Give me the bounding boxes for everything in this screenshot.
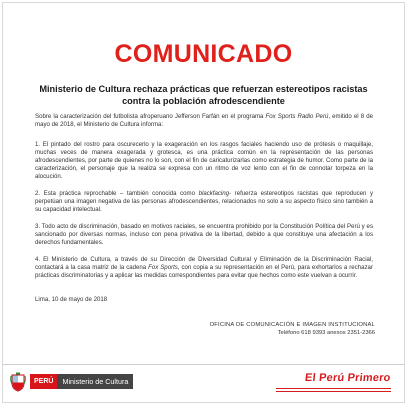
- point-4-text-a: 4. El Ministerio de Cultura, a través de su Dirección de Diversidad Cultural y Eliminación de la Discriminación Racial, contactará a la casa matriz de la cadena: [35, 256, 373, 271]
- release-subtitle: Ministerio de Cultura rechaza prácticas que refuerzan estereotipos racistas contra la población afrodescendiente: [39, 84, 368, 106]
- slogan-underline: [276, 388, 391, 389]
- intro-text-1: Sobre la caracterización del futbolista afroperuano Jefferson Farfán en el programa: [35, 113, 266, 120]
- point-1: 1. El pintado del rostro para oscurecerlo y la exageración en los rasgos faciales haciendo uso de prótesis o maquillaje, muchas veces de manera exagerada y grotesca, es una práctica común en la representación de las personas afrodescendientes, por parte de quienes no lo son, con el fin de caricaturizarlas como estrategia de humor. Como parte de la caracterización, el personaje que la realiza se expresa con un ritmo de voz lento con el fin de connotar torpeza en la alocución.: [35, 141, 373, 180]
- point-2-term: blackfacing: [198, 190, 230, 197]
- ministry-label: Ministerio de Cultura: [57, 374, 133, 389]
- release-body: [35, 113, 373, 289]
- intro-paragraph: [35, 113, 373, 129]
- point-4-network: Fox Sports: [148, 264, 178, 271]
- intro-text-2: , emitido el 8 de mayo de 2018, el Ministerio de Cultura informa:: [35, 113, 373, 128]
- slogan: El Perú Primero: [304, 372, 392, 384]
- point-2: [35, 190, 373, 214]
- office-phone: Teléfono 618 9393 anexos 2351-2366: [277, 330, 375, 336]
- peru-coat-of-arms-icon: [10, 372, 26, 392]
- intro-program-name: Fox Sports Radio Perú: [265, 113, 329, 120]
- place-date: Lima, 10 de mayo de 2018: [35, 296, 108, 303]
- page-title: COMUNICADO: [114, 40, 293, 68]
- point-2-text-b: - refuerza estereotipos racistas que reproducen y perpetúan una imagen negativa de las personas afrodescendientes, relacionados no solo a su aspecto físico sino también a su capacidad intelectual.: [35, 190, 374, 213]
- footer-divider: [2, 364, 405, 365]
- office-signature: [210, 321, 375, 337]
- point-2-text-a: 2. Esta práctica reprochable – también conocida como: [35, 190, 199, 197]
- office-name: OFICINA DE COMUNICACIÓN E IMAGEN INSTITUCIONAL: [209, 322, 375, 328]
- point-4: [35, 256, 373, 280]
- point-3: 3. Todo acto de discriminación, basado en motivos raciales, se encuentra prohibido por la Constitución Política del Perú y es sancionado por diversas normas, incluso con pena privativa de la libertad, debido a que constituye una afectación a los derechos fundamentales.: [35, 223, 373, 246]
- ministry-logo: [10, 371, 133, 392]
- slogan-underline-2: [276, 391, 391, 392]
- point-4-text-b: , con copia a su representación en el Perú, para exhortarlos a rechazar prácticas discriminatorias y a aplicar las medidas correspondientes para evitar que hechos como este vuelvan a ocurrir.: [35, 264, 373, 279]
- peru-label: PERÚ: [30, 374, 57, 389]
